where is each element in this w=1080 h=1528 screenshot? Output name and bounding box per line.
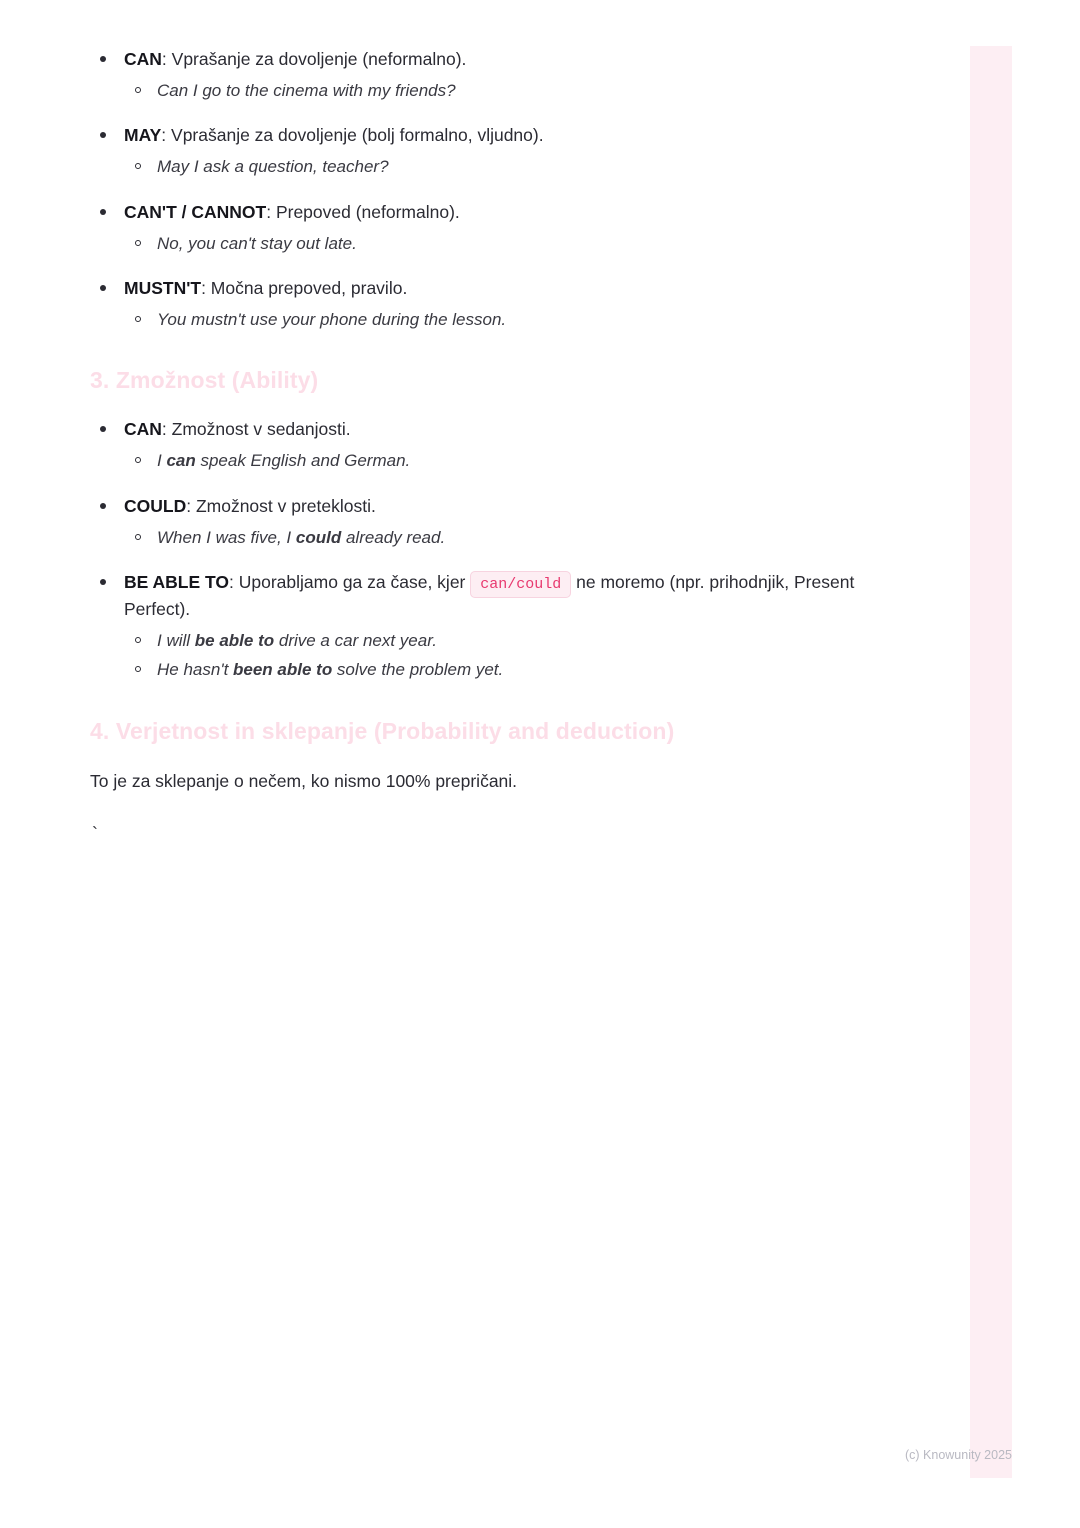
- section-heading-probability: 4. Verjetnost in sklepanje (Probability and deduction): [90, 717, 675, 744]
- term-description: : Vprašanje za dovoljenje (bolj formalno, vljudno).: [161, 125, 544, 146]
- term-label: BE ABLE TO: [124, 571, 230, 592]
- example-list: [124, 524, 880, 551]
- list-item: [90, 275, 880, 333]
- term-description: : Močna prepoved, pravilo.: [201, 277, 408, 298]
- term-label: CAN: [124, 419, 162, 440]
- term-label: COULD: [124, 495, 187, 516]
- example-list: [124, 77, 880, 104]
- document-content: [90, 46, 880, 843]
- ability-list: [90, 416, 880, 683]
- example-text: Can I go to the cinema with my friends?: [157, 81, 456, 101]
- list-item: [90, 569, 880, 684]
- list-item: [124, 77, 880, 104]
- list-item: [90, 416, 880, 474]
- example-text: He hasn't: [157, 660, 234, 680]
- list-item: [124, 656, 880, 683]
- inline-code-can-could: can/could: [470, 571, 571, 598]
- list-item: [124, 153, 880, 180]
- term-label: MAY: [124, 125, 162, 146]
- list-item: [124, 230, 880, 257]
- example-list: [124, 153, 880, 180]
- list-item: [90, 46, 880, 104]
- example-text-cont: already read.: [341, 527, 446, 547]
- list-item: [90, 199, 880, 257]
- decorative-side-bar: [970, 46, 1012, 1478]
- term-description: : Prepoved (neformalno).: [266, 201, 460, 222]
- term-label: MUSTN'T: [124, 277, 202, 298]
- example-text: I will: [157, 631, 195, 651]
- example-list: [124, 306, 880, 333]
- example-text: May I ask a question, teacher?: [157, 157, 389, 177]
- term-description-cont: ne moremo (npr. prihodnjik, Present Perfect).: [124, 571, 855, 620]
- list-item: [124, 627, 880, 654]
- example-text-cont: drive a car next year.: [274, 631, 437, 651]
- stray-backtick: `: [92, 823, 98, 844]
- example-emphasis: be able to: [194, 631, 275, 651]
- example-text: No, you can't stay out late.: [157, 233, 357, 253]
- term-description: : Zmožnost v preteklosti.: [186, 495, 376, 516]
- term-description: : Uporabljamo ga za čase, kjer: [229, 571, 471, 592]
- example-emphasis: can: [166, 451, 196, 471]
- example-text: You mustn't use your phone during the lesson.: [157, 310, 507, 330]
- example-list: [124, 230, 880, 257]
- list-item: [90, 122, 880, 180]
- term-description: : Zmožnost v sedanjosti.: [161, 419, 351, 440]
- list-item: [124, 524, 880, 551]
- example-emphasis: been able to: [233, 660, 333, 680]
- permission-list: [90, 46, 880, 333]
- example-text: I: [157, 451, 167, 471]
- example-text: When I was five, I: [157, 527, 296, 547]
- example-list: [124, 447, 880, 474]
- list-item: [90, 493, 880, 551]
- list-item: [124, 306, 880, 333]
- footer-copyright: (c) Knowunity 2025: [904, 1448, 1012, 1462]
- example-emphasis: could: [295, 527, 342, 547]
- example-text-cont: speak English and German.: [195, 451, 411, 471]
- section-paragraph: To je za sklepanje o nečem, ko nismo 100% prepričani.: [90, 770, 518, 791]
- term-description: : Vprašanje za dovoljenje (neformalno).: [161, 49, 467, 69]
- term-label: CAN: [124, 49, 162, 69]
- section-heading-ability: 3. Zmožnost (Ability): [90, 367, 319, 394]
- list-item: [124, 447, 880, 474]
- example-list: [124, 627, 880, 683]
- term-label: CAN'T / CANNOT: [124, 201, 267, 222]
- example-text-cont: solve the problem yet.: [332, 660, 504, 680]
